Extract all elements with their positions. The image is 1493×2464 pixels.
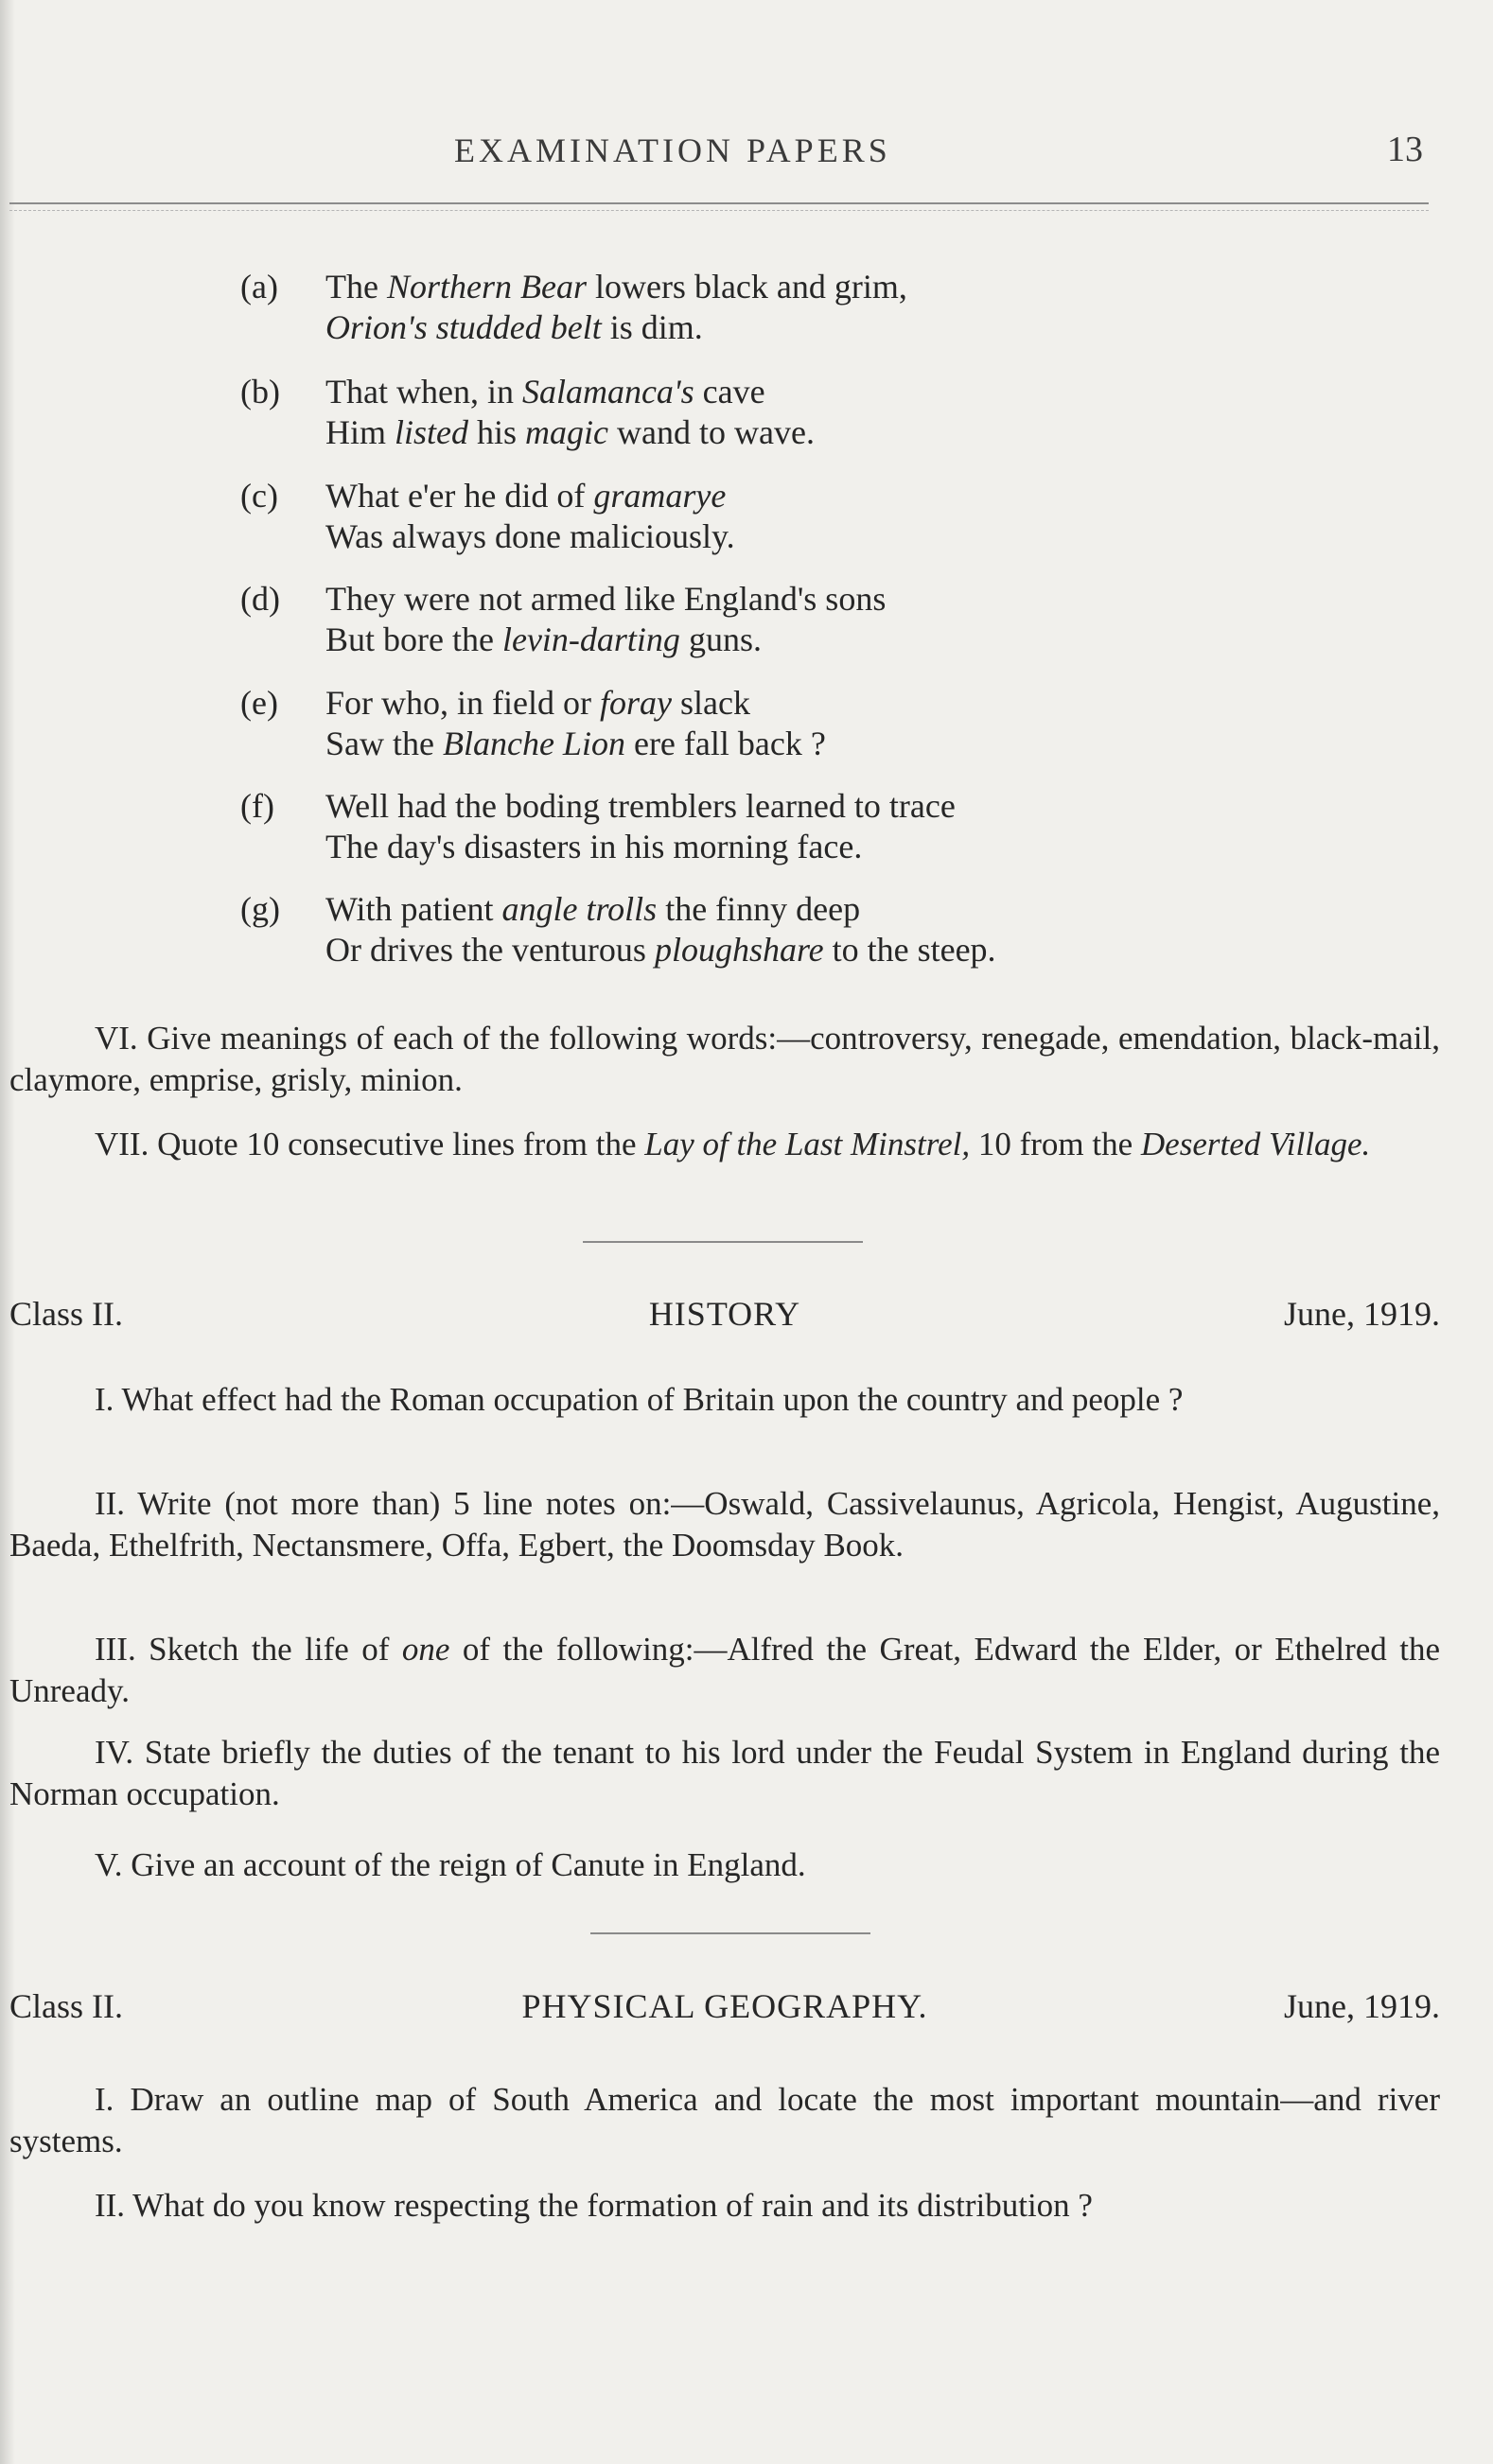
quotation-line-2: Orion's studded belt is dim. — [325, 308, 703, 346]
geography-section-header — [9, 1986, 1440, 2030]
quotation-label: (d) — [240, 580, 280, 618]
subject-title: PHYSICAL GEOGRAPHY. — [521, 1987, 928, 2025]
quotation-line-2: Saw the Blanche Lion ere fall back ? — [325, 725, 826, 762]
quotation-line-2: Was always done maliciously. — [325, 517, 735, 555]
class-label: Class II. — [9, 1987, 123, 2025]
exam-date: June, 1919. — [1284, 1987, 1440, 2025]
quotation-label: (f) — [240, 787, 274, 825]
quotation-line-1: They were not armed like England's sons — [325, 580, 887, 618]
quotation-label: (b) — [240, 373, 280, 411]
quotation-label: (a) — [240, 268, 278, 306]
quotation-line-1: With patient angle trolls the finny deep — [325, 890, 861, 928]
history-question-v: V. Give an account of the reign of Canute in England. — [95, 1846, 806, 1883]
header-rule-dashed — [9, 210, 1429, 211]
exam-date: June, 1919. — [1284, 1295, 1440, 1333]
quotation-label: (c) — [240, 477, 278, 515]
subject-title: HISTORY — [648, 1295, 801, 1333]
header-rule — [9, 202, 1429, 204]
quotation-line-2: Him listed his magic wand to wave. — [325, 413, 815, 451]
quotation-line-1: For who, in field or foray slack — [325, 684, 750, 722]
history-question-iii: III. Sketch the life of one of the following:—Alfred the Great, Edward the Elder, or Ethelred the Unready. — [9, 1631, 1440, 1709]
quotation-line-1: The Northern Bear lowers black and grim, — [325, 268, 907, 306]
section-divider — [590, 1932, 870, 1934]
geography-question-i: I. Draw an outline map of South America and locate the most important mountain—and river systems. — [9, 2081, 1440, 2159]
class-label: Class II. — [9, 1295, 123, 1333]
quotation-line-2: The day's disasters in his morning face. — [325, 828, 863, 865]
page-number: 13 — [1387, 130, 1423, 169]
history-question-ii: II. Write (not more than) 5 line notes on:—Oswald, Cassivelaunus, Agricola, Hengist, Augustine, Baeda, Ethelfrith, Nectansmere, Offa, Egbert, the Doomsday Book. — [9, 1485, 1440, 1564]
running-head: EXAMINATION PAPERS — [454, 131, 891, 169]
history-question-i: I. What effect had the Roman occupation of Britain upon the country and people ? — [95, 1381, 1184, 1418]
quotation-label: (e) — [240, 684, 278, 722]
geography-question-ii: II. What do you know respecting the formation of rain and its distribution ? — [95, 2187, 1093, 2224]
history-section-header — [9, 1294, 1440, 1337]
quotation-label: (g) — [240, 890, 280, 928]
quotation-line-1: Well had the boding tremblers learned to trace — [325, 787, 956, 825]
quotation-line-2: But bore the levin-darting guns. — [325, 620, 762, 658]
question-vi: VI. Give meanings of each of the following words:—controversy, renegade, emendation, black-mail, claymore, emprise, grisly, minion. — [9, 1020, 1440, 1098]
section-divider — [583, 1241, 863, 1243]
quotation-line-2: Or drives the venturous ploughshare to the steep. — [325, 931, 996, 969]
quotation-line-1: That when, in Salamanca's cave — [325, 373, 765, 411]
history-question-iv: IV. State briefly the duties of the tenant to his lord under the Feudal System in England during the Norman occupation. — [9, 1734, 1440, 1812]
quotation-line-1: What e'er he did of gramarye — [325, 477, 727, 515]
question-vii: VII. Quote 10 consecutive lines from the Lay of the Last Minstrel, 10 from the Deserted Village. — [95, 1126, 1371, 1162]
